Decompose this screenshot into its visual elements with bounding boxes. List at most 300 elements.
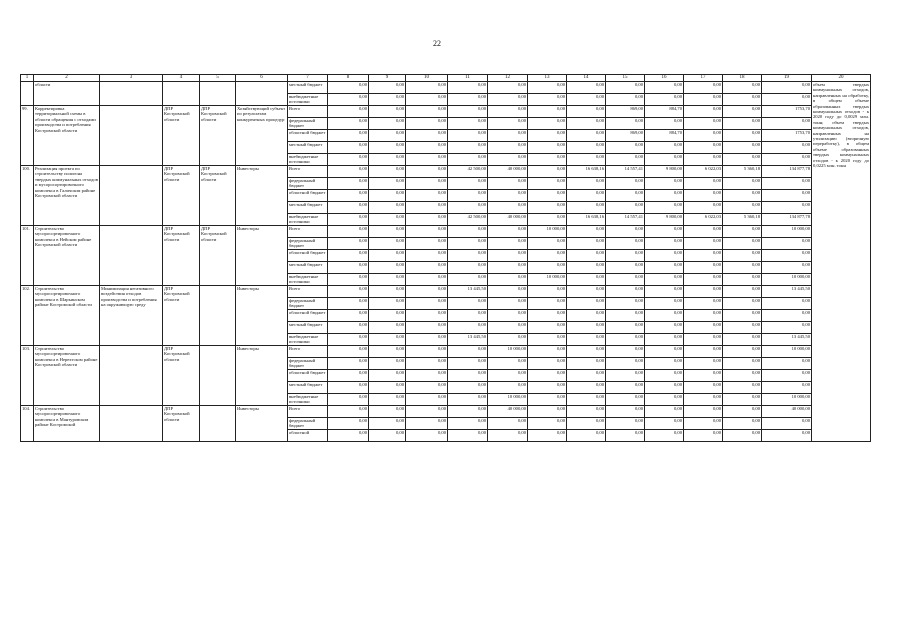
value-cell: 0,00	[328, 82, 369, 94]
value-cell: 0,00	[528, 418, 567, 430]
value-cell: 0,00	[684, 286, 723, 298]
value-cell: 0,00	[645, 178, 684, 190]
value-cell: 0,00	[369, 226, 406, 238]
value-cell: 0,00	[528, 406, 567, 418]
funding-source: внебюджетные источники	[288, 94, 328, 106]
value-cell: 0,00	[684, 130, 723, 142]
value-cell: 0,00	[684, 238, 723, 250]
value-cell: 0,00	[369, 418, 406, 430]
value-cell: 0,00	[606, 238, 645, 250]
value-cell: 0,00	[406, 178, 448, 190]
value-cell: 0,00	[606, 178, 645, 190]
value-cell: 0,00	[723, 298, 762, 310]
value-cell: 0,00	[488, 322, 528, 334]
value-cell: 0,00	[406, 226, 448, 238]
column-header: 2	[34, 75, 100, 82]
value-cell: 0,00	[406, 142, 448, 154]
value-cell: 0,00	[645, 94, 684, 106]
value-cell: 0,00	[488, 430, 528, 442]
value-cell: 0,00	[762, 94, 812, 106]
value-cell: 0,00	[567, 406, 606, 418]
responsible-executor: ДПР Костромской области	[163, 106, 200, 166]
value-cell: 0,00	[488, 82, 528, 94]
participants: Инвесторы	[236, 166, 288, 226]
value-cell: 0,00	[606, 262, 645, 274]
value-cell: 0,00	[448, 310, 488, 322]
value-cell: 869,00	[606, 106, 645, 118]
value-cell: 5 360,18	[723, 214, 762, 226]
value-cell: 0,00	[369, 310, 406, 322]
value-cell: 10 000,00	[488, 346, 528, 358]
project-index: 99.	[21, 106, 34, 166]
column-header: 3	[100, 75, 163, 82]
value-cell: 14 557,41	[606, 166, 645, 178]
value-cell: 134 877,78	[762, 214, 812, 226]
value-cell: 0,00	[606, 190, 645, 202]
value-cell: 0,00	[406, 370, 448, 382]
value-cell: 0,00	[528, 310, 567, 322]
value-cell: 0,00	[723, 382, 762, 394]
project-name: Корректировка территориальной схемы в области обращения с отходами производства и потребления Костромской области	[34, 106, 100, 166]
value-cell: 0,00	[645, 154, 684, 166]
value-cell: 0,00	[406, 310, 448, 322]
value-cell: 13 445,50	[448, 286, 488, 298]
value-cell: 0,00	[762, 370, 812, 382]
value-cell: 0,00	[369, 106, 406, 118]
value-cell: 0,00	[645, 82, 684, 94]
value-cell: 0,00	[684, 142, 723, 154]
value-cell: 10 000,00	[488, 394, 528, 406]
funding-source: внебюджетные источники	[288, 334, 328, 346]
value-cell: 0,00	[684, 394, 723, 406]
value-cell: 0,00	[406, 358, 448, 370]
value-cell: 0,00	[645, 286, 684, 298]
value-cell: 0,00	[723, 82, 762, 94]
column-header: 12	[488, 75, 528, 82]
value-cell: 0,00	[723, 142, 762, 154]
value-cell: 0,00	[606, 154, 645, 166]
value-cell: 0,00	[528, 94, 567, 106]
value-cell: 0,00	[528, 190, 567, 202]
value-cell: 0,00	[606, 382, 645, 394]
value-cell: 0,00	[723, 250, 762, 262]
value-cell: 0,00	[488, 178, 528, 190]
value-cell: 0,00	[328, 178, 369, 190]
value-cell: 0,00	[328, 406, 369, 418]
co-executor	[200, 82, 236, 106]
project-index: 102.	[21, 286, 34, 346]
value-cell: 0,00	[448, 118, 488, 130]
funding-source: местный бюджет	[288, 322, 328, 334]
value-cell: 9 800,00	[645, 166, 684, 178]
value-cell: 0,00	[645, 430, 684, 442]
funding-source: Всего	[288, 106, 328, 118]
value-cell: 0,00	[528, 394, 567, 406]
value-cell: 0,00	[684, 190, 723, 202]
value-cell: 0,00	[762, 418, 812, 430]
value-cell: 0,00	[448, 430, 488, 442]
value-cell: 0,00	[448, 406, 488, 418]
column-header: 18	[723, 75, 762, 82]
value-cell: 0,00	[645, 334, 684, 346]
value-cell: 0,00	[606, 142, 645, 154]
co-executor: ДПР Костромской области	[200, 166, 236, 226]
value-cell: 0,00	[723, 406, 762, 418]
value-cell: 10 000,00	[762, 274, 812, 286]
value-cell: 0,00	[328, 130, 369, 142]
responsible-executor: ДПР Костромской области	[163, 346, 200, 406]
value-cell: 0,00	[567, 322, 606, 334]
value-cell: 0,00	[448, 178, 488, 190]
funding-source: федеральный бюджет	[288, 418, 328, 430]
value-cell: 0,00	[723, 106, 762, 118]
value-cell: 0,00	[406, 238, 448, 250]
value-cell: 0,00	[762, 322, 812, 334]
responsible-executor: ДПР Костромской области	[163, 226, 200, 286]
value-cell: 0,00	[606, 370, 645, 382]
value-cell: 0,00	[448, 190, 488, 202]
value-cell: 0,00	[528, 250, 567, 262]
project-index: 100.	[21, 166, 34, 226]
value-cell: 0,00	[567, 118, 606, 130]
column-header: 14	[567, 75, 606, 82]
funding-source: федеральный бюджет	[288, 238, 328, 250]
value-cell: 0,00	[528, 202, 567, 214]
value-cell: 0,00	[684, 406, 723, 418]
value-cell: 0,00	[448, 238, 488, 250]
value-cell: 0,00	[328, 262, 369, 274]
funding-source: внебюджетные источники	[288, 214, 328, 226]
value-cell: 0,00	[567, 430, 606, 442]
funding-source: федеральный бюджет	[288, 358, 328, 370]
value-cell: 0,00	[567, 274, 606, 286]
funding-source: областной бюджет	[288, 310, 328, 322]
value-cell: 0,00	[567, 130, 606, 142]
value-cell: 0,00	[528, 298, 567, 310]
value-cell: 0,00	[448, 106, 488, 118]
header-row	[21, 75, 871, 82]
value-cell: 0,00	[328, 226, 369, 238]
value-cell: 0,00	[448, 346, 488, 358]
value-cell: 0,00	[328, 202, 369, 214]
value-cell: 0,00	[684, 346, 723, 358]
project-index	[21, 82, 34, 106]
value-cell: 0,00	[528, 118, 567, 130]
column-header: 11	[448, 75, 488, 82]
value-cell: 0,00	[488, 250, 528, 262]
value-cell: 0,00	[406, 346, 448, 358]
value-cell: 9 800,00	[645, 214, 684, 226]
value-cell: 0,00	[723, 202, 762, 214]
value-cell: 0,00	[406, 202, 448, 214]
participants: Инвесторы	[236, 286, 288, 346]
value-cell: 0,00	[328, 358, 369, 370]
value-cell: 0,00	[606, 298, 645, 310]
value-cell: 0,00	[448, 358, 488, 370]
value-cell: 0,00	[684, 418, 723, 430]
value-cell: 0,00	[488, 298, 528, 310]
value-cell: 0,00	[369, 82, 406, 94]
value-cell: 0,00	[684, 202, 723, 214]
value-cell: 0,00	[567, 226, 606, 238]
value-cell: 1753,70	[762, 130, 812, 142]
value-cell: 0,00	[723, 346, 762, 358]
value-cell: 0,00	[528, 214, 567, 226]
value-cell: 0,00	[406, 94, 448, 106]
value-cell: 0,00	[645, 118, 684, 130]
value-cell: 13 445,50	[762, 286, 812, 298]
value-cell: 6 022,03	[684, 166, 723, 178]
value-cell: 0,00	[762, 82, 812, 94]
value-cell: 0,00	[567, 358, 606, 370]
value-cell: 0,00	[488, 286, 528, 298]
value-cell: 0,00	[488, 262, 528, 274]
value-cell: 0,00	[528, 358, 567, 370]
value-cell: 0,00	[567, 310, 606, 322]
value-cell: 0,00	[684, 274, 723, 286]
value-cell: 0,00	[328, 346, 369, 358]
value-cell: 0,00	[369, 202, 406, 214]
table-row	[21, 286, 871, 298]
value-cell: 0,00	[723, 130, 762, 142]
value-cell: 0,00	[448, 154, 488, 166]
project-goal	[100, 82, 163, 106]
value-cell: 0,00	[406, 166, 448, 178]
project-goal	[100, 346, 163, 406]
funding-source: областной бюджет	[288, 190, 328, 202]
value-cell: 0,00	[406, 214, 448, 226]
responsible-executor: ДПР Костромской области	[163, 166, 200, 226]
value-cell: 869,00	[606, 130, 645, 142]
value-cell: 0,00	[762, 250, 812, 262]
value-cell: 0,00	[328, 190, 369, 202]
value-cell: 0,00	[762, 238, 812, 250]
project-goal	[100, 226, 163, 286]
value-cell: 0,00	[406, 118, 448, 130]
value-cell: 0,00	[369, 358, 406, 370]
value-cell: 0,00	[606, 322, 645, 334]
budget-table	[20, 74, 871, 442]
value-cell: 0,00	[723, 370, 762, 382]
value-cell: 0,00	[328, 250, 369, 262]
value-cell: 0,00	[488, 310, 528, 322]
value-cell: 0,00	[369, 94, 406, 106]
value-cell: 0,00	[645, 418, 684, 430]
value-cell: 0,00	[328, 274, 369, 286]
value-cell: 0,00	[684, 262, 723, 274]
value-cell: 0,00	[328, 106, 369, 118]
value-cell: 0,00	[369, 274, 406, 286]
value-cell: 0,00	[406, 406, 448, 418]
column-header: 15	[606, 75, 645, 82]
value-cell: 0,00	[369, 118, 406, 130]
value-cell: 0,00	[606, 394, 645, 406]
value-cell: 0,00	[567, 178, 606, 190]
table-row	[21, 346, 871, 358]
responsible-executor: ДПР Костромской области	[163, 286, 200, 346]
co-executor: ДПР Костромской области	[200, 226, 236, 286]
value-cell: 0,00	[369, 214, 406, 226]
project-goal: Минимизация негативного воздействия отходов производства и потребления на окружающую среду	[100, 286, 163, 346]
column-header: 10	[406, 75, 448, 82]
value-cell: 0,00	[606, 430, 645, 442]
value-cell: 0,00	[488, 94, 528, 106]
value-cell: 0,00	[645, 358, 684, 370]
value-cell: 0,00	[684, 118, 723, 130]
value-cell: 0,00	[684, 178, 723, 190]
value-cell: 0,00	[762, 430, 812, 442]
value-cell: 0,00	[406, 130, 448, 142]
value-cell: 0,00	[488, 190, 528, 202]
project-name: Строительство мусоросортировочного комплекса в Мантуровском районе Костромской	[34, 406, 100, 442]
value-cell: 0,00	[488, 154, 528, 166]
value-cell: 1753,70	[762, 106, 812, 118]
value-cell: 0,00	[369, 322, 406, 334]
value-cell: 0,00	[328, 214, 369, 226]
value-cell: 0,00	[684, 322, 723, 334]
value-cell: 13 445,50	[762, 334, 812, 346]
indicator-note: объем твердых коммунальных отходов, направленных на обработку, в общем объеме образованных твердых коммунальных отходов - к 2020 году до 0,0029 млн. тонн; объем твердых коммунальных отходов, направленных на утилизацию (вторичную переработку), в общем объеме образованных твердых коммунальных отходов - к 2020 году до 0,0225 млн. тонн	[812, 82, 871, 442]
value-cell: 0,00	[369, 130, 406, 142]
value-cell: 0,00	[448, 130, 488, 142]
value-cell: 13 445,50	[448, 334, 488, 346]
value-cell: 10 000,00	[762, 346, 812, 358]
value-cell: 0,00	[448, 250, 488, 262]
value-cell: 0,00	[762, 178, 812, 190]
value-cell: 0,00	[723, 334, 762, 346]
table-row	[21, 166, 871, 178]
value-cell: 0,00	[448, 298, 488, 310]
value-cell: 0,00	[723, 178, 762, 190]
value-cell: 134 877,78	[762, 166, 812, 178]
value-cell: 0,00	[567, 82, 606, 94]
value-cell: 0,00	[369, 334, 406, 346]
value-cell: 0,00	[448, 370, 488, 382]
funding-source: внебюджетные источники	[288, 394, 328, 406]
value-cell: 0,00	[762, 142, 812, 154]
value-cell: 0,00	[684, 298, 723, 310]
value-cell: 0,00	[528, 130, 567, 142]
value-cell: 0,00	[369, 250, 406, 262]
value-cell: 0,00	[528, 370, 567, 382]
value-cell: 0,00	[369, 394, 406, 406]
co-executor	[200, 406, 236, 442]
project-name: Строительство мусоросортировочного комплекса в Нейском районе Костромской области	[34, 226, 100, 286]
value-cell: 0,00	[328, 418, 369, 430]
value-cell: 0,00	[406, 394, 448, 406]
value-cell: 0,00	[406, 250, 448, 262]
value-cell: 0,00	[723, 262, 762, 274]
value-cell: 0,00	[645, 370, 684, 382]
value-cell: 0,00	[328, 334, 369, 346]
value-cell: 0,00	[723, 94, 762, 106]
value-cell: 0,00	[528, 334, 567, 346]
value-cell: 0,00	[528, 286, 567, 298]
column-header: 7	[288, 75, 328, 82]
value-cell: 0,00	[369, 382, 406, 394]
value-cell: 0,00	[448, 142, 488, 154]
value-cell: 0,00	[448, 82, 488, 94]
value-cell: 0,00	[567, 346, 606, 358]
project-goal	[100, 106, 163, 166]
value-cell: 0,00	[645, 298, 684, 310]
value-cell: 0,00	[328, 394, 369, 406]
value-cell: 0,00	[406, 154, 448, 166]
value-cell: 0,00	[723, 322, 762, 334]
value-cell: 0,00	[328, 370, 369, 382]
value-cell: 0,00	[723, 286, 762, 298]
funding-source: внебюджетные источники	[288, 154, 328, 166]
project-name: Строительство мусоросортировочного комплекса в Нерехтском районе Костромской области	[34, 346, 100, 406]
value-cell: 0,00	[488, 130, 528, 142]
value-cell: 42 500,00	[448, 214, 488, 226]
funding-source: областной	[288, 430, 328, 442]
value-cell: 0,00	[488, 334, 528, 346]
value-cell: 0,00	[684, 82, 723, 94]
value-cell: 6 022,03	[684, 214, 723, 226]
column-header: 1	[21, 75, 34, 82]
value-cell: 0,00	[528, 430, 567, 442]
value-cell: 0,00	[606, 418, 645, 430]
value-cell: 0,00	[645, 226, 684, 238]
value-cell: 0,00	[488, 382, 528, 394]
value-cell: 0,00	[448, 418, 488, 430]
value-cell: 0,00	[684, 250, 723, 262]
value-cell: 10 000,00	[528, 274, 567, 286]
value-cell: 884,70	[645, 106, 684, 118]
value-cell: 0,00	[528, 82, 567, 94]
value-cell: 0,00	[406, 82, 448, 94]
value-cell: 0,00	[369, 346, 406, 358]
value-cell: 0,00	[723, 358, 762, 370]
participants: Инвесторы	[236, 406, 288, 442]
value-cell: 0,00	[488, 202, 528, 214]
value-cell: 0,00	[723, 238, 762, 250]
value-cell: 0,00	[528, 154, 567, 166]
value-cell: 0,00	[684, 334, 723, 346]
funding-source: местный бюджет	[288, 382, 328, 394]
funding-source: местный бюджет	[288, 202, 328, 214]
value-cell: 0,00	[369, 370, 406, 382]
value-cell: 0,00	[684, 226, 723, 238]
value-cell: 0,00	[762, 190, 812, 202]
value-cell: 0,00	[606, 250, 645, 262]
value-cell: 0,00	[328, 142, 369, 154]
value-cell: 0,00	[406, 286, 448, 298]
value-cell: 0,00	[448, 394, 488, 406]
value-cell: 0,00	[488, 274, 528, 286]
value-cell: 0,00	[645, 322, 684, 334]
funding-source: областной бюджет	[288, 370, 328, 382]
value-cell: 0,00	[369, 430, 406, 442]
value-cell: 40 000,00	[488, 406, 528, 418]
value-cell: 0,00	[684, 94, 723, 106]
value-cell: 42 500,00	[448, 166, 488, 178]
column-header: 6	[236, 75, 288, 82]
value-cell: 0,00	[606, 118, 645, 130]
value-cell: 0,00	[762, 262, 812, 274]
value-cell: 0,00	[567, 370, 606, 382]
funding-source: местный бюджет	[288, 142, 328, 154]
value-cell: 0,00	[723, 154, 762, 166]
value-cell: 0,00	[567, 142, 606, 154]
value-cell: 0,00	[567, 202, 606, 214]
value-cell: 0,00	[448, 274, 488, 286]
value-cell: 0,00	[684, 106, 723, 118]
value-cell: 0,00	[606, 82, 645, 94]
value-cell: 0,00	[723, 310, 762, 322]
value-cell: 0,00	[328, 298, 369, 310]
